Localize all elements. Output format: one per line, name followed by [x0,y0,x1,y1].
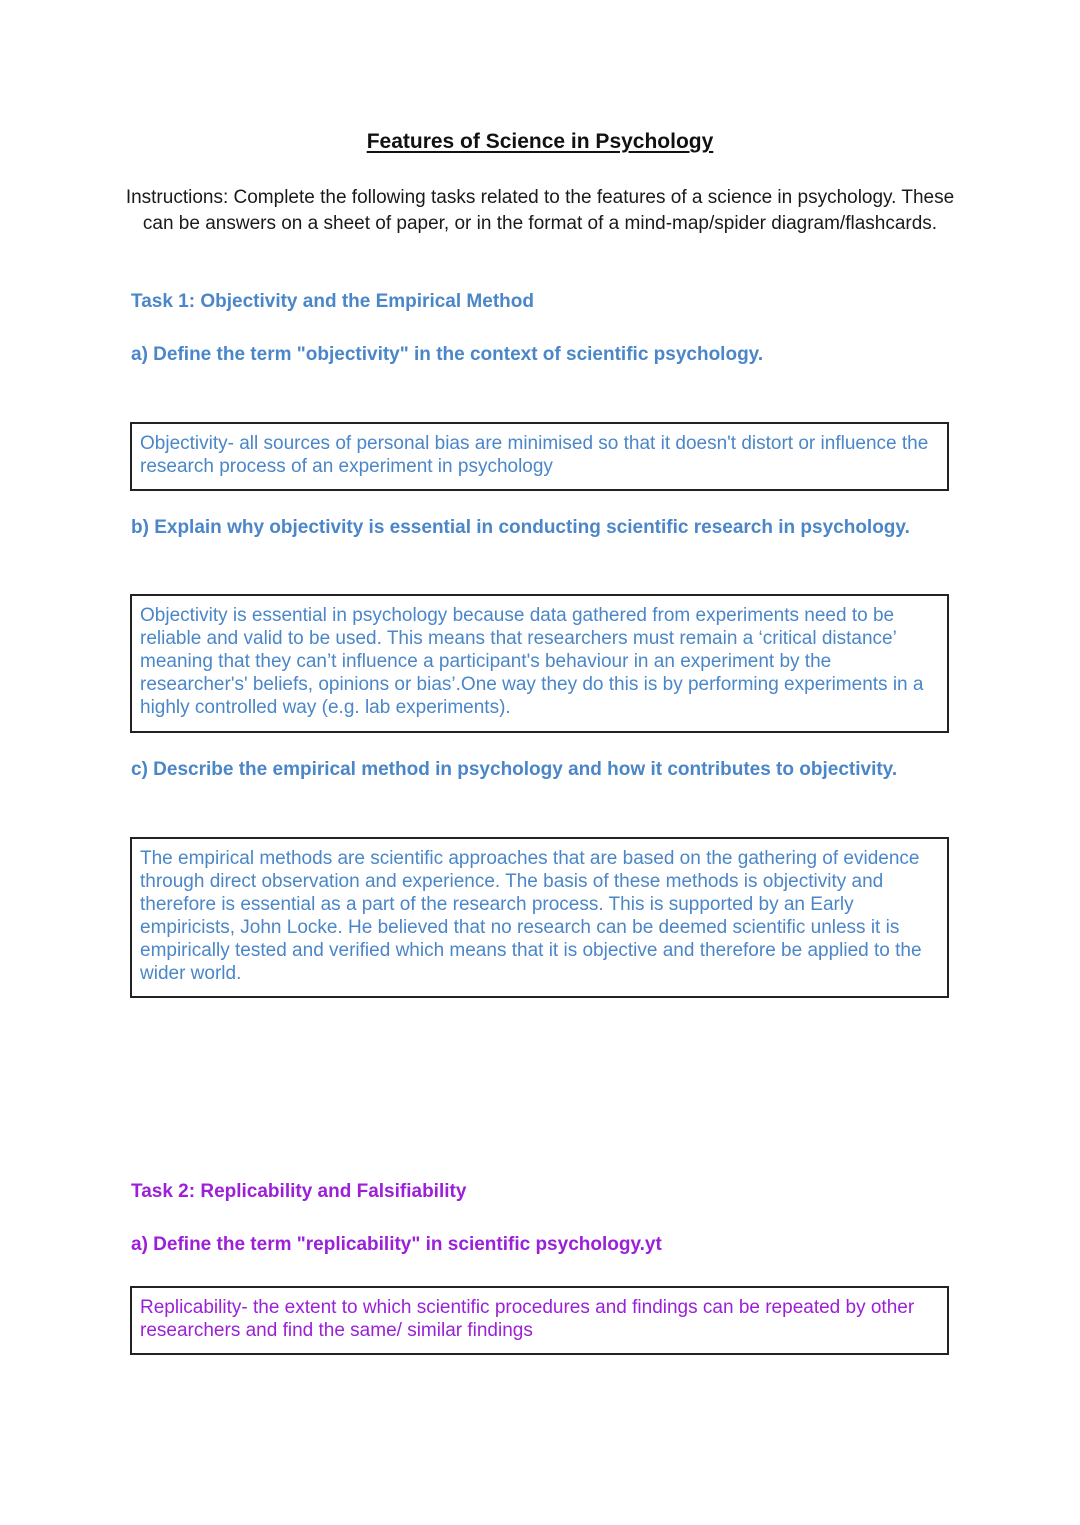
task-2-answer-a[interactable]: Replicability- the extent to which scientific procedures and findings can be repeated by other researchers and find the same/ similar findings [130,1286,949,1355]
task-1-question-a: a) Define the term "objectivity" in the context of scientific psychology. [131,344,764,365]
task-1-answer-c[interactable]: The empirical methods are scientific approaches that are based on the gathering of evidence through direct observation and experience. The basis of these methods is objectivity and therefore is essential as a part of the research process. This is supported by an Early empiricists, John Locke. He believed that no research can be deemed scientific unless it is empirically tested and verified which means that it is objective and therefore be applied to the wider world. [130,837,949,998]
task-1-answer-b[interactable]: Objectivity is essential in psychology because data gathered from experiments need to be reliable and valid to be used. This means that researchers must remain a ‘critical distance’ meaning that they can’t influence a participant's behaviour in an experiment by the researcher's' beliefs, opinions or bias’.One way they do this is by performing experiments in a highly controlled way (e.g. lab experiments). [130,594,949,733]
page-title: Features of Science in Psychology [366,130,714,153]
task-1-heading: Task 1: Objectivity and the Empirical Method [131,291,534,312]
task-1-answer-a[interactable]: Objectivity- all sources of personal bias are minimised so that it doesn't distort or influence the research process of an experiment in psychology [130,422,949,491]
task-2-heading: Task 2: Replicability and Falsifiability [131,1181,467,1202]
task-1-question-b: b) Explain why objectivity is essential in conducting scientific research in psychology. [131,517,910,538]
task-1-question-c: c) Describe the empirical method in psychology and how it contributes to objectivity. [131,759,898,780]
instructions-text: Instructions: Complete the following tasks related to the features of a science in psychology. These can be answers on a sheet of paper, or in the format of a mind-map/spider diagram/flashcards. [125,187,955,234]
task-2-question-a: a) Define the term "replicability" in scientific psychology.yt [131,1234,662,1255]
